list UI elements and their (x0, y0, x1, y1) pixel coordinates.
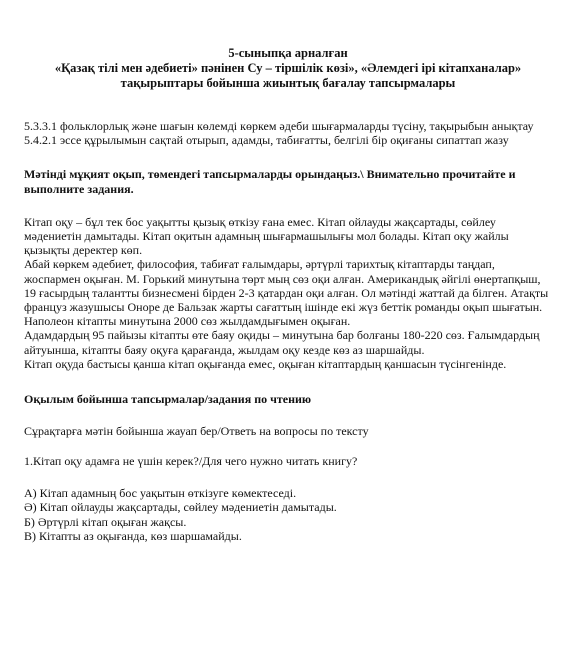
answer-options (24, 486, 552, 544)
option-b: Ә) Кітап ойлауды жақсартады, сөйлеу мәдениетін дамытады. (24, 500, 337, 515)
task-instruction: Мәтінді мұқият оқып, төмендегі тапсырмаларды орындаңыз.\ Внимательно прочитайте и выполните задания. (24, 167, 516, 196)
option-a: А) Кітап адамның бос уақытын өткізуге көмектеседі. (24, 485, 297, 500)
reading-paragraph: Абай көркем әдебиет, философия, табиғат ғалымдары, әртүрлі тарихтық кітаптарды таңдап, жоспармен оқыған. М. Горький минутына төрт мың сөз оқи алған. Американдық әйгілі өнертапқыш, 19 ғасырдың талантты бизнесмені бірден 2-3 қатардан оқи алған. Ол мәтінді жаттай да білген. Атақты француз жазушысы Оноре де Бальзак жарты сағаттың ішінде екі жүз беттік романды оқып шығатын. Наполеон кітапты минутына 2000 сөз жылдамдығымен оқыған. (24, 257, 549, 329)
option-d: В) Кітапты аз оқығанда, көз шаршамайды. (24, 529, 242, 544)
header-grade-line: 5-сыныпқа арналған (228, 46, 348, 60)
reading-tasks-title: Оқылым бойынша тапсырмалар/задания по чтению (24, 392, 312, 407)
question-1: 1.Кітап оқу адамға не үшін керек?/Для чего нужно читать книгу? (24, 454, 358, 469)
header-subject-line: «Қазақ тілі мен әдебиеті» пәнінен Су – тіршілік көзі», «Әлемдегі ірі кітапханалар» (54, 61, 522, 75)
learning-objectives (24, 119, 552, 147)
worksheet-header (24, 46, 552, 91)
reading-paragraph: Адамдардың 95 пайызы кітапты өте баяу оқиды – минутына бар болғаны 180-220 сөз. Ғалымдардың айтуынша, кітапты баяу оқуға қарағанда, жылдам оқу кезде көз аз шаршайды. (24, 328, 540, 357)
option-c: Б) Әртүрлі кітап оқыған жақсы. (24, 514, 187, 529)
answer-prompt: Сұрақтарға мәтін бойынша жауап бер/Ответь на вопросы по тексту (24, 424, 369, 439)
header-topic-line: тақырыптары бойынша жиынтық бағалау тапсырмалары (120, 76, 456, 90)
reading-text (24, 215, 552, 371)
objective-item: 5.4.2.1 эссе құрылымын сақтай отырып, адамды, табиғатты, белгілі бір оқиғаны сипаттап жазу (24, 133, 509, 148)
objective-item: 5.3.3.1 фольклорлық және шағын көлемді көркем әдеби шығармаларды түсіну, тақырыбын анықтау (24, 119, 534, 133)
reading-paragraph: Кітап оқу – бұл тек бос уақытты қызық өткізу ғана емес. Кітап ойлауды жақсартады, сөйлеу мәдениетін дамытады. Кітап оқитын адамның шығармашылығы мол болады. Кітап оқу жайлы қызықты деректер көп. (24, 214, 509, 258)
reading-paragraph: Кітап оқуда бастысы қанша кітап оқығанда емес, оқыған кітаптардың қаншасын түсінгенінде. (24, 356, 507, 371)
